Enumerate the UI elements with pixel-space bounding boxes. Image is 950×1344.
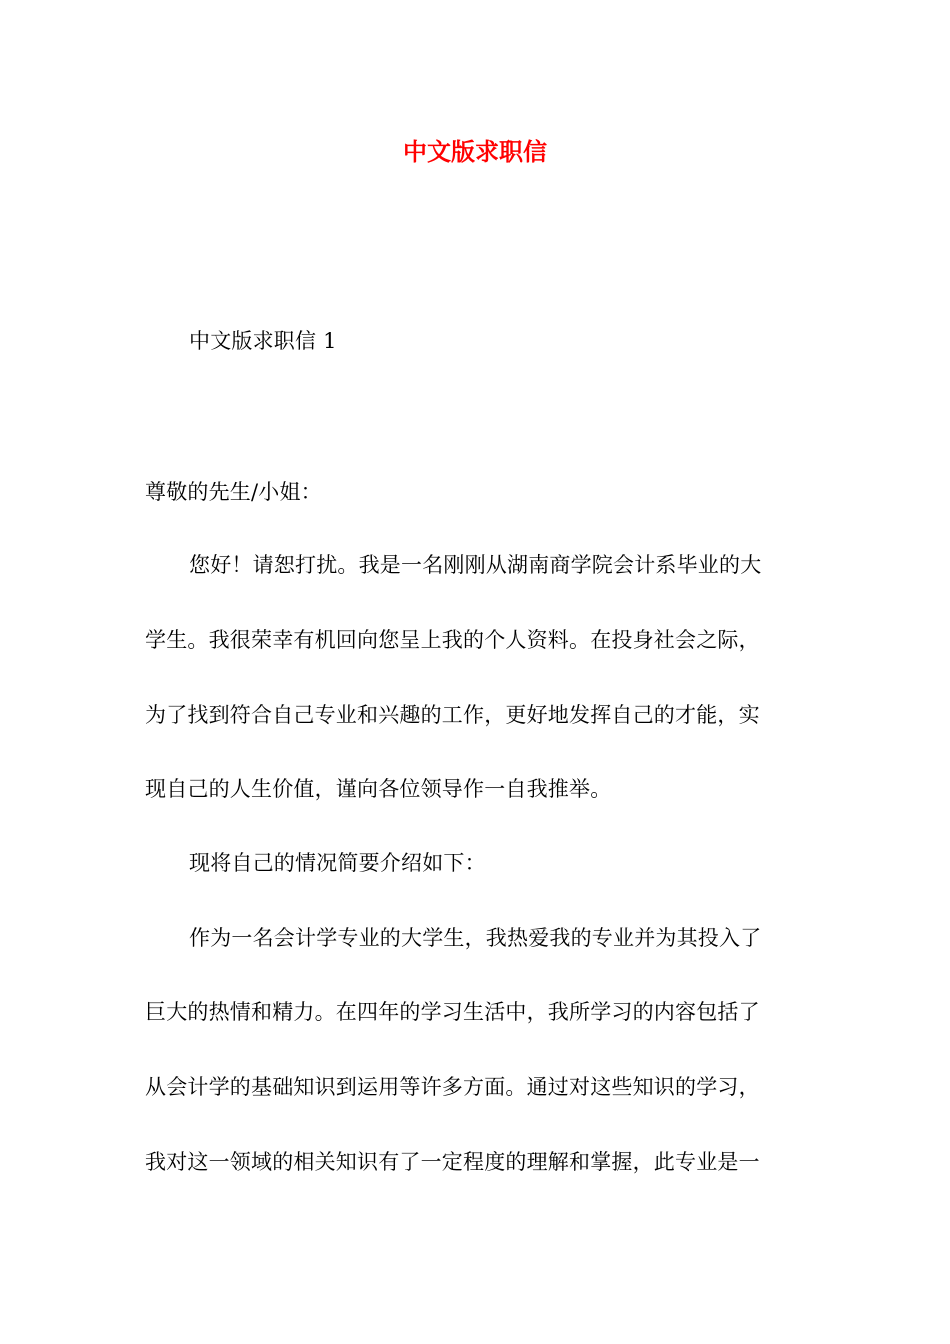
salutation: 尊敬的先生/小姐： [145, 480, 322, 504]
section-heading: 中文版求职信 1 [189, 329, 337, 353]
paragraph-line: 现将自己的情况简要介绍如下： [189, 851, 486, 875]
paragraph-line: 作为一名会计学专业的大学生，我热爱我的专业并为其投入了 [189, 926, 762, 950]
paragraph-line: 为了找到符合自己专业和兴趣的工作，更好地发挥自己的才能，实 [145, 703, 760, 727]
paragraph-line: 现自己的人生价值，谨向各位领导作一自我推举。 [145, 777, 612, 801]
paragraph-line: 我对这一领域的相关知识有了一定程度的理解和掌握，此专业是一 [145, 1150, 760, 1174]
paragraph-line: 您好！请恕打扰。我是一名刚刚从湖南商学院会计系毕业的大 [189, 553, 762, 577]
paragraph-line: 巨大的热情和精力。在四年的学习生活中，我所学习的内容包括了 [145, 1000, 760, 1024]
document-title: 中文版求职信 [403, 137, 547, 166]
paragraph-line: 学生。我很荣幸有机回向您呈上我的个人资料。在投身社会之际， [145, 628, 760, 652]
paragraph-line: 从会计学的基础知识到运用等许多方面。通过对这些知识的学习， [145, 1075, 760, 1099]
